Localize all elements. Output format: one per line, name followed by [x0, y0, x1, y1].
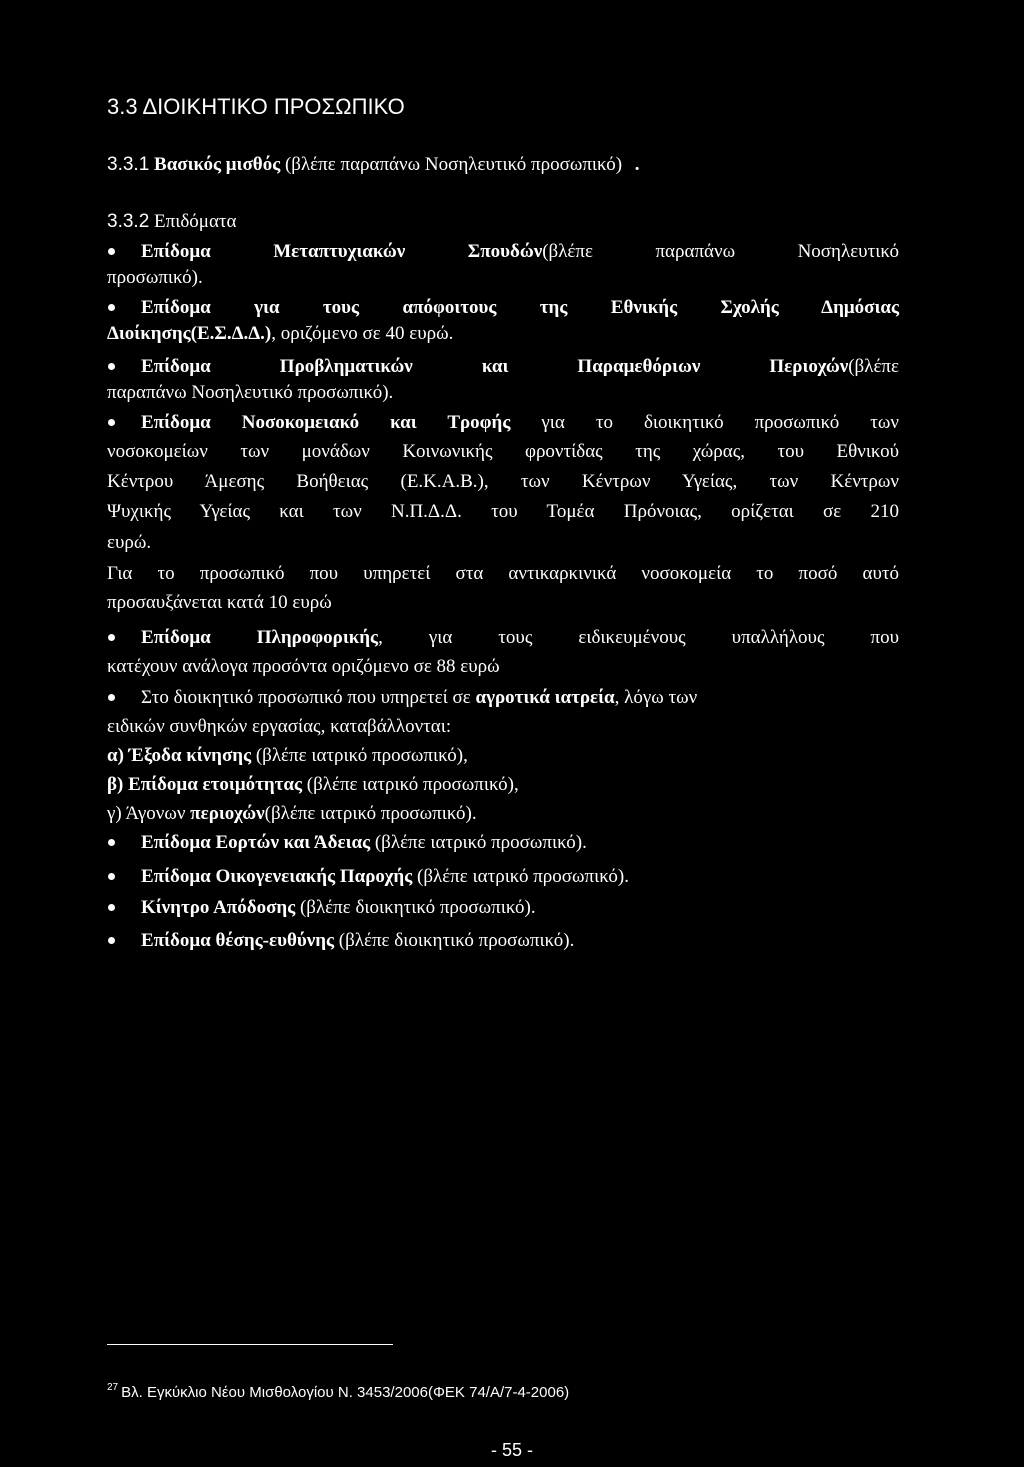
bullet-icon	[108, 904, 115, 911]
bullet-icon	[108, 694, 115, 701]
footnote	[107, 1382, 569, 1401]
allowance-reference: (βλέπε ιατρικό προσωπικό).	[370, 832, 587, 853]
allowances-title: Επιδόματα	[154, 211, 237, 232]
bullet-icon	[108, 304, 115, 311]
allowance-esdd-line2	[107, 322, 899, 346]
allowance-border-areas-line1	[141, 355, 899, 379]
footnote-mark: 27	[107, 1382, 119, 1393]
rural-clinics-label: αγροτικά ιατρεία	[475, 687, 615, 708]
sub-item-name: περιοχών	[190, 803, 265, 824]
section-3-3-2	[107, 210, 899, 234]
section-number: 3.3.2	[107, 211, 150, 232]
sub-item-c	[107, 802, 899, 826]
sub-item-reference: (βλέπε ιατρικό προσωπικό).	[264, 803, 477, 824]
sub-item-prefix: γ) Άγονων	[107, 803, 191, 824]
allowance-name: Επίδομα Προβληματικών και Παραμεθόριων Περιοχών	[141, 356, 849, 377]
performance-incentive	[141, 896, 899, 920]
allowance-family	[141, 865, 899, 889]
allowance-name: Διοίκησης(Ε.Σ.Δ.Δ.)	[107, 323, 272, 344]
basic-salary-label: Βασικός μισθός	[154, 154, 281, 175]
trailing-dot: .	[634, 154, 640, 175]
page-number: - 55 -	[490, 1440, 533, 1460]
bullet-icon	[108, 363, 115, 370]
allowance-reference: (βλέπε διοικητικό προσωπικό).	[295, 897, 536, 918]
section-heading: 3.3 ΔΙΟΙΚΗΤΙΚΟ ΠΡΟΣΩΠΙΚΟ	[107, 94, 405, 119]
allowance-it-line1	[141, 626, 899, 650]
sub-item-reference: (βλέπε ιατρικό προσωπικό),	[302, 774, 519, 795]
allowance-name: Επίδομα Οικογενειακής Παροχής	[141, 866, 413, 887]
allowance-name: Επίδομα Εορτών και Άδειας	[141, 832, 371, 853]
allowance-reference: (βλέπε παραπάνω Νοσηλευτικό	[542, 241, 899, 262]
bullet-icon	[108, 937, 115, 944]
allowance-position	[141, 929, 899, 953]
sub-item-name: β) Επίδομα ετοιμότητας	[107, 774, 303, 795]
sub-item-b	[107, 773, 899, 797]
allowance-name: Επίδομα Νοσοκομειακό και Τροφής	[141, 412, 511, 433]
bullet-icon	[108, 248, 115, 255]
bullet-icon	[108, 419, 115, 426]
allowance-reference: (βλέπε διοικητικό προσωπικό).	[334, 930, 575, 951]
bullet-icon	[108, 839, 115, 846]
allowance-hospital-food-line2: νοσοκομείων των μονάδων Κοινωνικής φροντίδας της χώρας, του Εθνικού	[107, 441, 899, 462]
section-number: 3.3.1	[107, 154, 150, 175]
allowance-reference: (βλέπε ιατρικό προσωπικό).	[412, 866, 629, 887]
allowance-reference: (βλέπε	[848, 356, 899, 377]
cancer-hospitals-paragraph-line2: προσαυξάνεται κατά 10 ευρώ	[107, 592, 332, 613]
rural-clinics-line1	[141, 686, 899, 710]
allowance-hospital-food-line3: Κέντρου Άμεσης Βοήθειας (Ε.Κ.Α.Β.), των Κέντρων Υγείας, των Κέντρων	[107, 471, 899, 492]
allowance-description: , για τους ειδικευμένους υπαλλήλους που	[378, 627, 899, 648]
allowance-name: Κίνητρο Απόδοσης	[141, 897, 296, 918]
allowance-name: Επίδομα Μεταπτυχιακών Σπουδών	[141, 241, 543, 262]
bullet-icon	[108, 634, 115, 641]
allowance-name: Επίδομα θέσης-ευθύνης	[141, 930, 335, 951]
sub-item-a	[107, 744, 899, 768]
rural-clinics-intro: Στο διοικητικό προσωπικό που υπηρετεί σε	[141, 687, 471, 708]
sub-item-name: α) Έξοδα κίνησης	[107, 745, 252, 766]
rural-clinics-reason: , λόγω των	[614, 687, 698, 708]
section-3-3-1	[107, 153, 899, 177]
cancer-hospitals-paragraph-line1: Για το προσωπικό που υπηρετεί στα αντικαρκινικά νοσοκομεία το ποσό αυτό	[107, 563, 899, 584]
footnote-divider	[107, 1344, 393, 1345]
footnote-text: Βλ. Εγκύκλιο Νέου Μισθολογίου Ν. 3453/2006(ΦΕΚ 74/Α/7-4-2006)	[121, 1384, 570, 1401]
allowance-amount: , οριζόμενο σε 40 ευρώ.	[271, 323, 454, 344]
allowance-name: Επίδομα Πληροφορικής	[141, 627, 379, 648]
allowance-border-areas-line2: παραπάνω Νοσηλευτικό προσωπικό).	[107, 382, 394, 403]
allowance-hospital-food-line4: Ψυχικής Υγείας και των Ν.Π.Δ.Δ. του Τομέα Πρόνοιας, ορίζεται σε 210	[107, 501, 899, 522]
allowance-description: για το διοικητικό προσωπικό των	[541, 412, 900, 433]
allowance-postgraduate-line2: προσωπικό).	[107, 267, 203, 288]
allowance-it-line2: κατέχουν ανάλογα προσόντα οριζόμενο σε 88 ευρώ	[107, 656, 500, 677]
rural-clinics-line2: ειδικών συνθηκών εργασίας, καταβάλλονται:	[107, 716, 452, 737]
allowance-hospital-food-line1	[141, 411, 899, 435]
sub-item-reference: (βλέπε ιατρικό προσωπικό),	[251, 745, 468, 766]
allowance-postgraduate-line1	[141, 240, 899, 264]
allowance-esdd-line1: Επίδομα για τους απόφοιτους της Εθνικής Σχολής Δημόσιας	[141, 297, 899, 318]
bullet-icon	[108, 873, 115, 880]
allowance-holidays	[141, 831, 899, 855]
basic-salary-reference: (βλέπε παραπάνω Νοσηλευτικό προσωπικό)	[284, 154, 623, 175]
allowance-hospital-food-line5: ευρώ.	[107, 532, 152, 553]
